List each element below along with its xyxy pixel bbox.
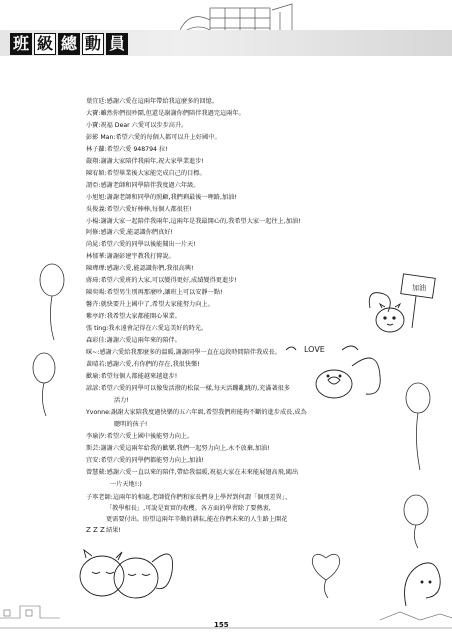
- message-line: 黃晴若:感謝六愛,有你們的存在,我很快樂!: [86, 360, 200, 368]
- message-list: [86, 96, 378, 536]
- message-line: 林子蘿:希望六愛 948794 拉!: [86, 145, 168, 153]
- teacher-message-line: 「教學相長」,可說是實實的收穫。各方面的學習除了要熱衷,: [106, 505, 271, 513]
- zzz-text: Z Z Z: [86, 526, 105, 534]
- message-continuation: 活力!: [114, 396, 129, 404]
- sign-text: 加油: [412, 284, 426, 292]
- title-char: 級: [34, 33, 56, 55]
- message-line: 馨卉:就快要升上國中了,希望大家能努力向上。: [86, 301, 214, 309]
- title-char: 動: [82, 33, 104, 55]
- teacher-message-line: 更需要付出。盼望這兩年辛勤的耕耘,能在你們未來的人生路上開花: [106, 516, 288, 524]
- message-line: 陳瑋瑋:感謝六愛,能認識你們,我很高興!: [86, 265, 194, 273]
- balloons-left-doodle: [20, 260, 80, 420]
- page-title: [10, 33, 128, 55]
- message-line: 李瑜汐:希望六愛上國中後能努力向上。: [86, 432, 194, 440]
- teacher-message-line: 結果!: [106, 527, 121, 535]
- message-line: 嚴翔:謝謝大家陪伴我兩年,祝大家學業進步!: [86, 157, 204, 165]
- message-line: 陳奕暘:希望男生別再那麼吵,讓班上可以安靜一點!: [86, 289, 223, 297]
- title-char: 總: [58, 33, 80, 55]
- message-line: 宜安:希望六愛的同學們都能努力向上,加油!: [86, 456, 204, 464]
- message-line: 斯芸:謝謝六愛這兩年給我的歡樂,我們一起努力向上,永不放棄,加油!: [86, 444, 270, 452]
- teacher-message-line: 子寧老師:這兩年的相處,老師從你們和家長們身上學習到何謂「個別差異」、: [86, 494, 292, 502]
- message-line: 謂亞:感謝老師和同學陪伴我度過六年級。: [86, 181, 200, 189]
- title-char: 班: [10, 33, 32, 55]
- message-line: 陳宥穎:希望畢業後大家能完成自己的目標。: [86, 169, 206, 177]
- message-line: Yvonne:謝謝大家陪我度過快樂的五六年級,希望我們班能夠不斷的進步成長,成為: [86, 408, 307, 416]
- message-line: 葉宜廷:感謝六愛在這兩年帶給我這麼多的回憶。: [86, 98, 219, 105]
- heart-balloon-doodle: [296, 540, 356, 600]
- message-line: 諺諺:希望六愛的同學可以像隻活潑的松鼠一樣,每天活蹦亂跳的,充滿著很多: [86, 384, 291, 392]
- message-line: 咪~:感謝六愛給我那麼多的溫暖,謝謝同學一直在這段時間陪伴我成長。: [86, 349, 281, 357]
- message-line: 小旭旭:謝謝老師和同學的照顧,我們剩最後一哩路,加油!: [86, 193, 237, 201]
- message-line: 小楊:謝謝大家一起陪伴我兩年,這兩年是我最開心的,我希望大家一起往上,加油!: [86, 217, 301, 225]
- teacher-message: [86, 492, 378, 536]
- message-line: 歡瑜:希望每個人都能越來越進步!: [86, 372, 178, 380]
- message-line: 曾慧葳:感謝六愛一直以來的陪伴,帶給我溫暖,祝福大家在未來能展翅高飛,闖出: [86, 468, 299, 476]
- balloons-right-doodle: [392, 380, 448, 550]
- message-line: 阿修:感謝六愛,能認識你們真好!: [86, 229, 173, 237]
- message-line: 紫亭紓:我希望大家都能開心畢業。: [86, 313, 181, 321]
- message-line: 彭影 Man:希望六愛的每個人都可以升上好國中。: [86, 133, 221, 141]
- message-continuation: 一片天地!:): [110, 480, 142, 488]
- message-continuation: 聰明的孩子!: [114, 420, 148, 428]
- bottom-skyline-sketch: [0, 598, 452, 640]
- message-line: 小寶:祝福 Dear 六愛可以步步高升。: [86, 121, 188, 129]
- love-text: LOVE: [304, 345, 325, 354]
- message-line: 大寶:雖然你們很吵鬧,但還是謝謝你們陪伴我過完這兩年。: [86, 109, 245, 117]
- message-line: 森彩佳:謝謝六愛這兩年來的陪伴。: [86, 337, 181, 345]
- message-line: 吳俊義:希望六愛好棒棒,每個人都很狂!: [86, 205, 192, 213]
- message-line: 尚晁:希望六愛的同學以後能聞出一片天!: [86, 241, 196, 249]
- message-line: 蔣琦:希望六愛班的大家,可以變得更好,成績變得更進步!: [86, 277, 237, 285]
- message-line: 張 ting:我永遠會記得在六愛這美好的時光。: [86, 325, 208, 333]
- title-char: 員: [106, 33, 128, 55]
- page-number: 155: [214, 621, 229, 629]
- message-line: 林郁華:謝謝彭建宇教我打傳說。: [86, 253, 175, 261]
